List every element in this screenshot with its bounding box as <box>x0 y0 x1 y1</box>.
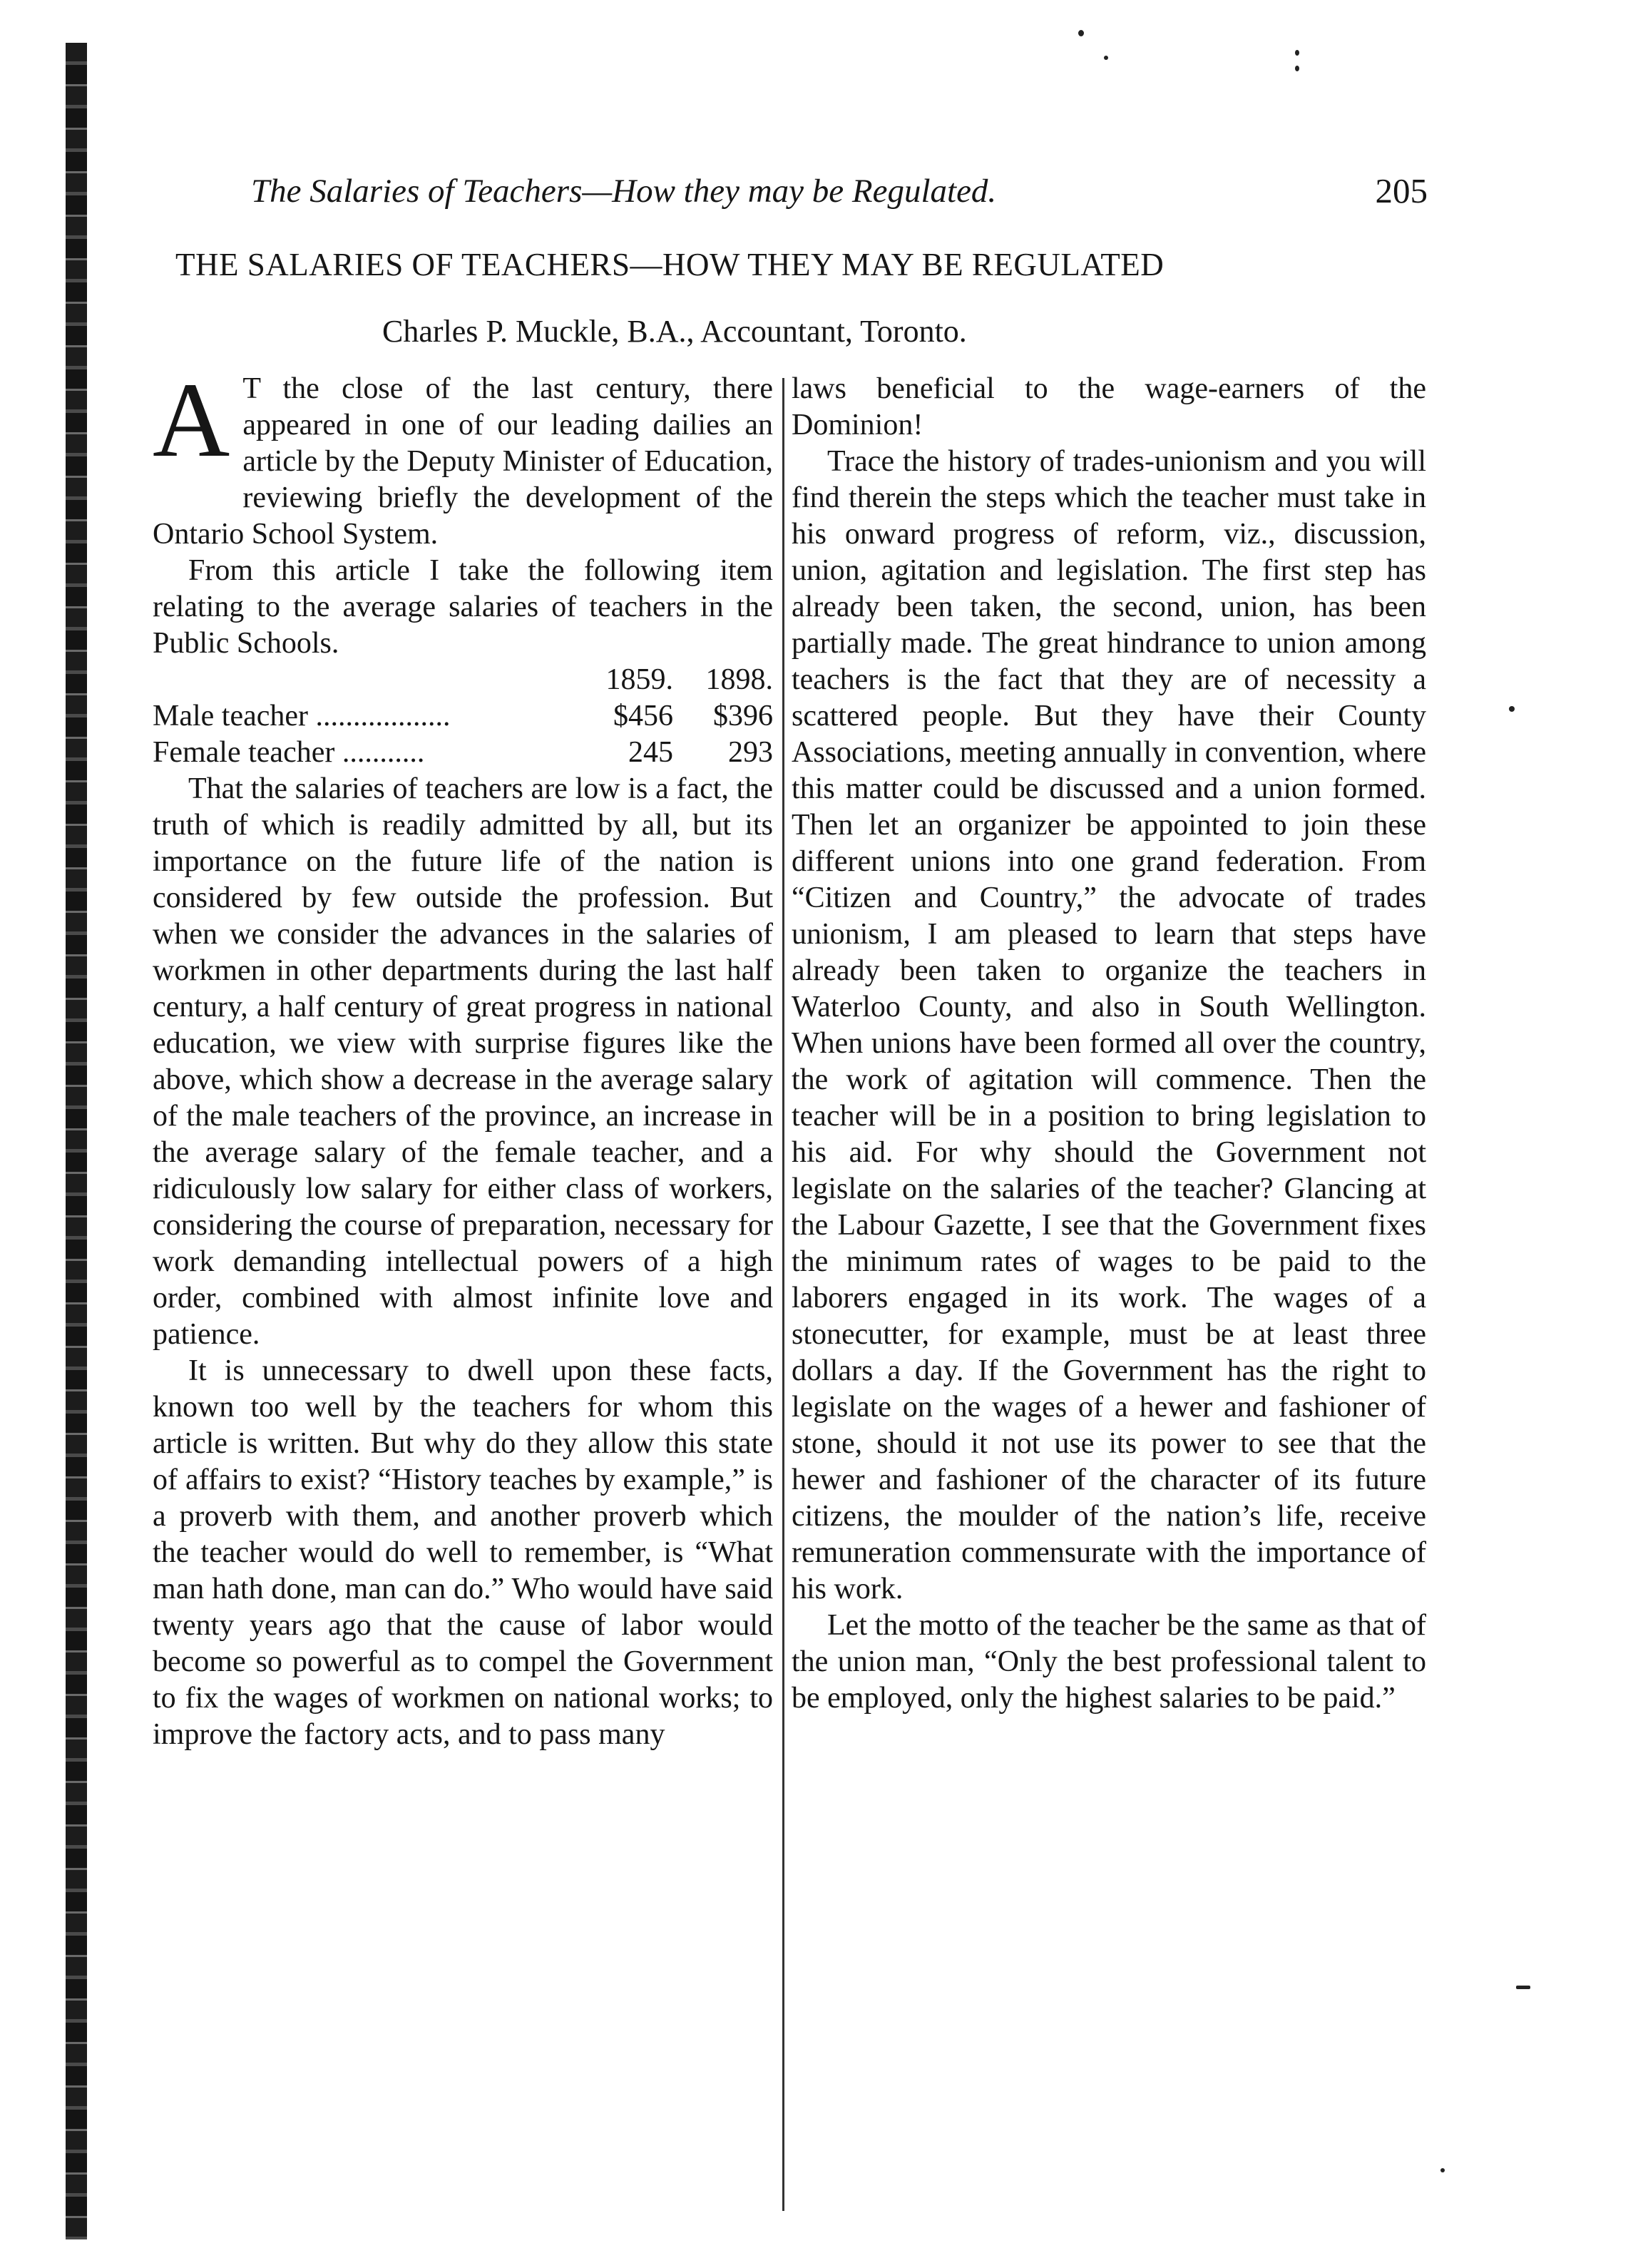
table-row <box>153 735 773 771</box>
scan-speck <box>1440 2168 1445 2172</box>
paragraph-salaries-low: That the salaries of teachers are low is a fact, the truth of which is readily admitted by all, but its importance on the future life of the nation is considered by few outside the profession. But when we consider the advances in the salaries of workmen in other departments during the last half century, a half century of great progress in national education, we view with surprise figures like the above, which show a decrease in the average salary of the male teachers of the province, an increase in the average salary of the female teacher, and a ridiculously low salary for either class of workers, considering the course of preparation, necessary for work demanding intellectual powers of a high order, combined with almost infinite love and patience. <box>153 772 773 1351</box>
paragraph-opening-text: T the close of the last century, there appeared in one of our leading dailies an article by the Deputy Minister of Education, reviewing briefly the development of the Ontario School System. <box>153 372 773 551</box>
salary-table-header-cell: 1859. <box>605 663 673 696</box>
salary-table-cell: 245 <box>628 736 673 769</box>
salary-table-cell: Female teacher ........... <box>153 736 425 769</box>
salary-table-header-cell: 1898. <box>705 663 773 696</box>
paragraph-opening <box>153 361 773 553</box>
table-row <box>153 698 773 735</box>
scan-speck <box>1509 706 1515 712</box>
paragraph-continued: laws beneficial to the wage-earners of the Dominion! <box>792 372 1426 441</box>
salary-table-cell: $396 <box>713 700 773 732</box>
salary-table-cell: Male teacher .................. <box>153 700 451 732</box>
running-head <box>251 163 1428 220</box>
scan-speck <box>1516 1986 1530 1989</box>
scan-speck <box>1295 66 1299 71</box>
column-divider <box>782 378 784 2211</box>
scan-speck <box>1295 50 1299 56</box>
running-head-title: The Salaries of Teachers—How they may be Regulated. <box>251 173 997 210</box>
salary-table-header <box>153 662 773 698</box>
paragraph-intro-table: From this article I take the following item relating to the average salaries of teachers in the Public Schools. <box>153 554 773 660</box>
right-column <box>792 371 1426 1717</box>
paragraph-history: It is unnecessary to dwell upon these facts, known too well by the teachers for whom this article is written. But why do they allow this state of affairs to exist? “History teaches by example,” is a proverb with them, and another proverb which the teacher would do well to remember, is “What man hath done, man can do.” Who would have said twenty years ago that the cause of labor would become so powerful as to compel the Government to fix the wages of workmen on national works; to improve the factory acts, and to pass many <box>153 1354 773 1751</box>
salary-table <box>153 662 773 771</box>
article-byline: Charles P. Muckle, B.A., Accountant, Toronto. <box>382 314 967 349</box>
drop-cap: A <box>153 361 230 479</box>
salary-table-header-cell <box>153 662 566 698</box>
paragraph-trades-unionism: Trace the history of trades-unionism and you will find therein the steps which the teacher must take in his onward progress of reform, viz., discussion, union, agitation and legislation. The first step has already been taken, the second, union, has been partially made. The great hindrance to union among teachers is the fact that they are of necessity a scattered people. But they have their County Associations, meeting annually in convention, where this matter could be discussed and a union formed. Then let an organizer be appointed to join these different unions into one grand federation. From “Citizen and Country,” the advocate of trades unionism, I am pleased to learn that steps have already been taken to organize the teachers in Waterloo County, and also in South Wellington. When unions have been formed all over the country, the work of agitation will commence. Then the teacher will be in a position to bring legislation to his aid. For why should the Government not legislate on the salaries of the teacher? Glancing at the Labour Gazette, I see that the Government fixes the minimum rates of wages to be paid to the laborers engaged in its work. The wages of a stonecutter, for example, must be at least three dollars a day. If the Government has the right to legislate on the wages of a hewer and fashioner of stone, should it not use its power to see that the hewer and fashioner of the character of its future citizens, the moulder of the nation’s life, receive remuneration commensurate with the importance of his work. <box>792 445 1426 1605</box>
book-binding-edge <box>66 43 87 2239</box>
scan-speck <box>1078 30 1084 36</box>
article-title: THE SALARIES OF TEACHERS—HOW THEY MAY BE REGULATED <box>175 247 1165 282</box>
scan-speck <box>1104 56 1108 60</box>
paragraph-motto: Let the motto of the teacher be the same as that of the union man, “Only the best professional talent to be employed, only the highest salaries to be paid.” <box>792 1609 1426 1715</box>
left-column <box>153 361 773 1753</box>
salary-table-cell: $456 <box>613 700 673 732</box>
salary-table-cell: 293 <box>728 736 773 769</box>
page-number: 205 <box>1375 171 1428 210</box>
